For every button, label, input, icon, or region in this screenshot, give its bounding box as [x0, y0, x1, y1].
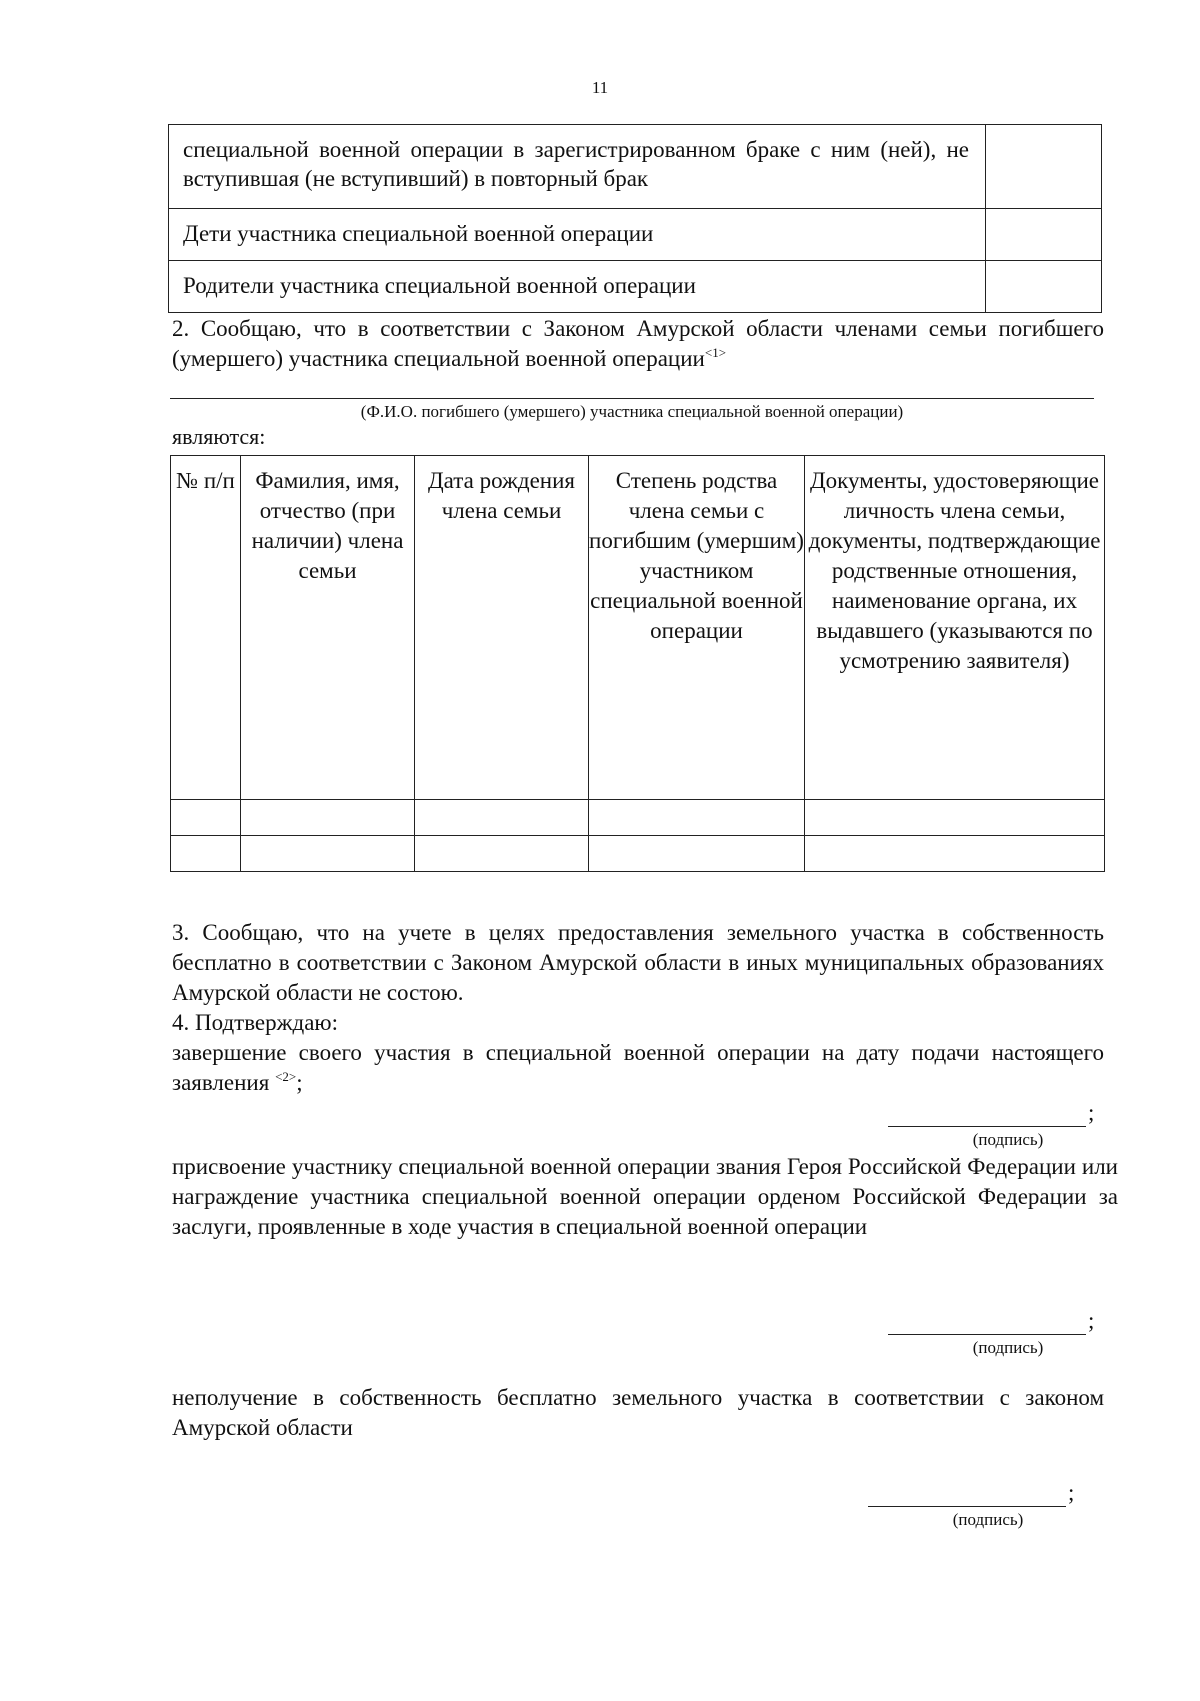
header-full-name: Фамилия, имя, отчество (при наличии) члена семьи [241, 456, 415, 800]
table-cell[interactable] [589, 836, 805, 872]
section-4-title: 4. Подтверждаю: [172, 1010, 339, 1035]
section-2-text: 2. Сообщаю, что в соответствии с Законом Амурской области членами семьи погибшего (умершего) участника специальной военной операции [172, 316, 1104, 371]
signature-line[interactable] [888, 1334, 1086, 1335]
checkbox-cell[interactable] [986, 261, 1102, 313]
section-4-item-3: неполучение в собственность бесплатно земельного участка в соответствии с законом Амурской области [172, 1385, 1104, 1440]
table-cell[interactable] [171, 836, 241, 872]
header-birth-date: Дата рождения члена семьи [415, 456, 589, 800]
footnote-marker: <2> [275, 1069, 297, 1084]
signature-caption: (подпись) [972, 1338, 1044, 1357]
section-4-item-2: присвоение участнику специальной военной операции звания Героя Российской Федерации или награждение участника специальной военной операции орденом Российской Федерации за заслуги, проявленные в ходе участия в специальной военной операции [172, 1154, 1118, 1239]
table-cell: специальной военной операции в зарегистрированном браке с ним (ней), не вступившая (не вступивший) в повторный брак [169, 125, 986, 209]
checkbox-cell[interactable] [986, 125, 1102, 209]
table-cell[interactable] [241, 836, 415, 872]
table-cell[interactable] [805, 836, 1105, 872]
signature-semicolon: ; [1088, 1308, 1095, 1333]
table-header-row [171, 456, 1105, 800]
item-1-text: завершение своего участия в специальной военной операции на дату подачи настоящего заявления [172, 1040, 1104, 1095]
table-cell[interactable] [415, 836, 589, 872]
table-cell[interactable] [415, 800, 589, 836]
header-relationship: Степень родства члена семьи с погибшим (умершим) участником специальной военной операции [589, 456, 805, 800]
signature-semicolon: ; [1088, 1100, 1095, 1125]
family-members-table [170, 455, 1105, 872]
header-documents: Документы, удостоверяющие личность члена семьи, документы, подтверждающие родственные отношения, наименование органа, их выдавшего (указываются по усмотрению заявителя) [805, 456, 1105, 800]
table-row [169, 125, 1102, 209]
table-cell[interactable] [589, 800, 805, 836]
footnote-marker: <1> [704, 345, 727, 360]
section-3-paragraph: 3. Сообщаю, что на учете в целях предоставления земельного участка в собственность бесплатно в соответствии с Законом Амурской области в иных муниципальных образованиях Амурской области не состою. [172, 920, 1104, 1005]
table-row [169, 209, 1102, 261]
section-4-item-1 [172, 1038, 1104, 1098]
are-label: являются: [172, 424, 266, 449]
signature-caption: (подпись) [972, 1130, 1044, 1149]
item-1-end: ; [296, 1070, 303, 1095]
table-cell: Родители участника специальной военной операции [169, 261, 986, 313]
table-cell[interactable] [805, 800, 1105, 836]
table-cell: Дети участника специальной военной операции [169, 209, 986, 261]
signature-semicolon: ; [1068, 1480, 1075, 1505]
fio-input-line[interactable] [170, 398, 1094, 399]
table-cell[interactable] [171, 800, 241, 836]
table-row [171, 800, 1105, 836]
signature-line[interactable] [888, 1126, 1086, 1127]
header-number: № п/п [171, 456, 241, 800]
table-row [171, 836, 1105, 872]
family-status-table [168, 124, 1102, 313]
checkbox-cell[interactable] [986, 209, 1102, 261]
page-number: 11 [591, 78, 609, 97]
table-cell[interactable] [241, 800, 415, 836]
signature-caption: (подпись) [952, 1510, 1024, 1529]
fio-caption: (Ф.И.О. погибшего (умершего) участника специальной военной операции) [360, 402, 904, 421]
table-row [169, 261, 1102, 313]
section-2-paragraph [172, 314, 1104, 374]
signature-line[interactable] [868, 1506, 1066, 1507]
